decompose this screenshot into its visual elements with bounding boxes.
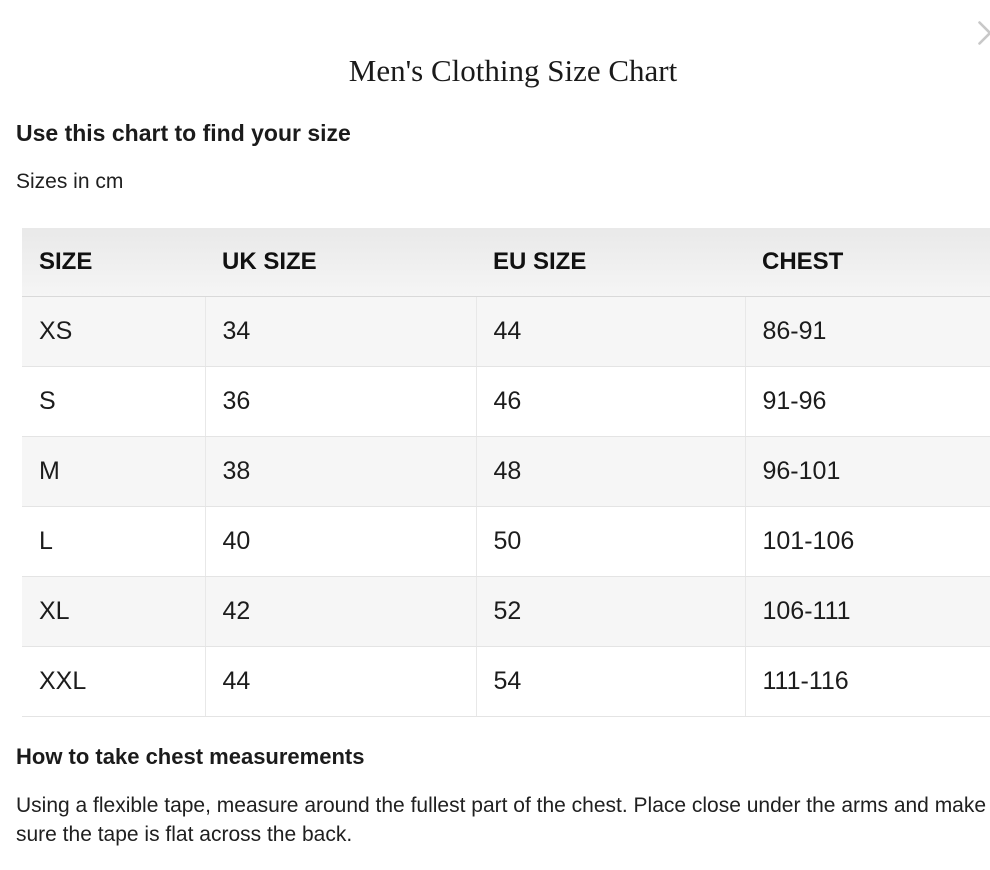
table-cell: 48 xyxy=(476,437,745,507)
units-label: Sizes in cm xyxy=(16,170,124,193)
size-table xyxy=(22,228,990,717)
table-cell: XL xyxy=(22,577,205,647)
table-row xyxy=(22,367,990,437)
table-row xyxy=(22,437,990,507)
table-cell: 40 xyxy=(205,507,476,577)
table-cell: 34 xyxy=(205,297,476,367)
table-row xyxy=(22,297,990,367)
column-header-size: SIZE xyxy=(22,228,205,297)
table-cell: 44 xyxy=(476,297,745,367)
table-cell: 111-116 xyxy=(745,647,990,717)
table-cell: 52 xyxy=(476,577,745,647)
table-cell: L xyxy=(22,507,205,577)
guide-heading: How to take chest measurements xyxy=(16,744,365,769)
column-header-chest: CHEST xyxy=(745,228,990,297)
table-cell: XS xyxy=(22,297,205,367)
table-cell: M xyxy=(22,437,205,507)
table-cell: 46 xyxy=(476,367,745,437)
table-cell: 54 xyxy=(476,647,745,717)
intro-heading: Use this chart to find your size xyxy=(16,120,351,146)
table-cell: 36 xyxy=(205,367,476,437)
table-cell: S xyxy=(22,367,205,437)
guide-paragraph: Using a flexible tape, measure around the fullest part of the chest. Place close under the arms and make sure the tape is flat across the back. xyxy=(16,794,987,846)
table-cell: 101-106 xyxy=(745,507,990,577)
table-row xyxy=(22,577,990,647)
table-header-row xyxy=(22,228,990,297)
close-icon xyxy=(977,20,990,46)
close-button[interactable] xyxy=(977,20,990,46)
table-cell: 106-111 xyxy=(745,577,990,647)
table-cell: 44 xyxy=(205,647,476,717)
table-row xyxy=(22,507,990,577)
table-cell: 50 xyxy=(476,507,745,577)
table-row xyxy=(22,647,990,717)
table-cell: 38 xyxy=(205,437,476,507)
column-header-uk-size: UK SIZE xyxy=(205,228,476,297)
column-header-eu-size: EU SIZE xyxy=(476,228,745,297)
table-cell: XXL xyxy=(22,647,205,717)
table-cell: 86-91 xyxy=(745,297,990,367)
table-cell: 91-96 xyxy=(745,367,990,437)
page-title: Men's Clothing Size Chart xyxy=(348,53,678,88)
table-cell: 42 xyxy=(205,577,476,647)
table-cell: 96-101 xyxy=(745,437,990,507)
